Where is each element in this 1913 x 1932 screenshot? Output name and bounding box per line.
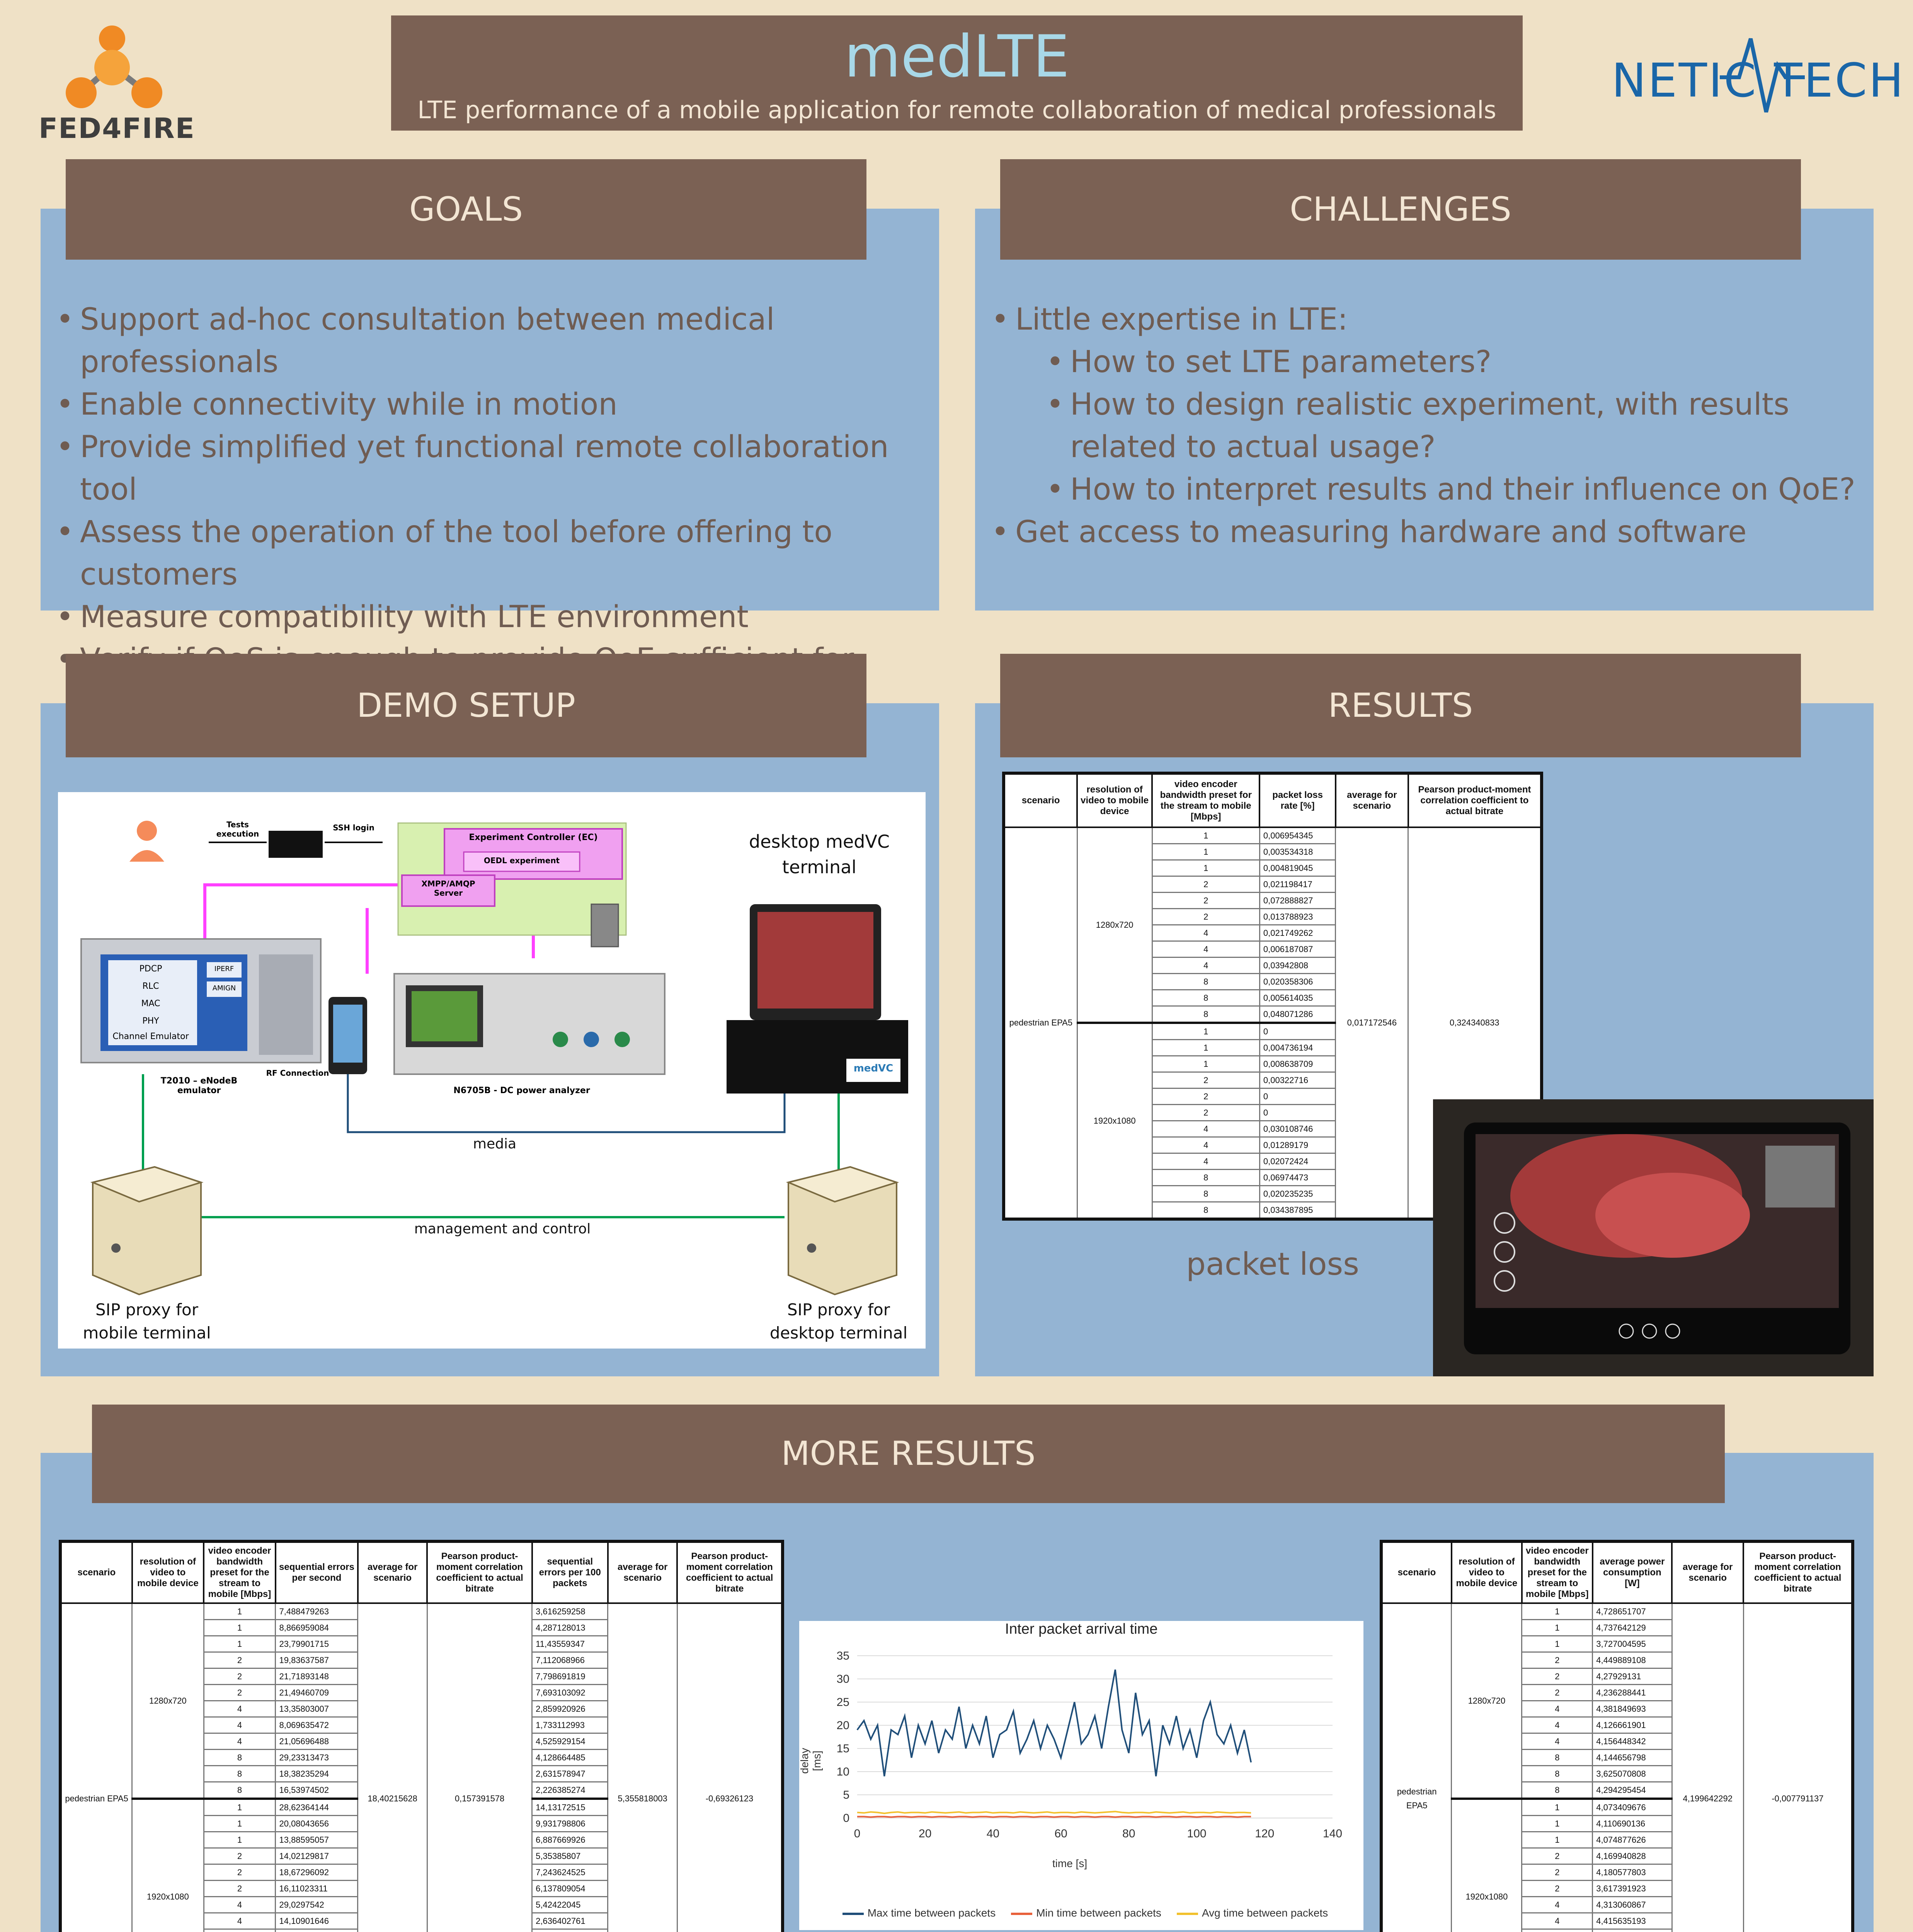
table-cell: 0,020358306 [1259,974,1335,990]
fed4fire-text: FED4FIRE [39,112,195,145]
results-heading: RESULTS [1000,654,1801,757]
table-cell: 1 [1152,860,1259,876]
table-cell: 4,199642292 [1672,1603,1743,1932]
list-item: • Enable connectivity while in motion [56,383,933,426]
table-cell: 0,157391578 [427,1603,532,1932]
table-cell: 16,11023311 [276,1881,358,1897]
page-title: medLTE [844,23,1070,90]
table-cell: 0,072888827 [1259,893,1335,909]
list-item: • Support ad-hoc consultation between medical professionals [56,298,933,383]
media-label: media [473,1136,517,1152]
table-cell: 6,887669926 [532,1832,608,1848]
chart-xlabel: time [s] [1052,1857,1088,1869]
table-cell: 2 [1522,1864,1593,1881]
table-cell: 8 [204,1750,276,1766]
power-table [1380,1540,1854,1932]
col-pearson-100: Pearson product-moment correlation coefficient to actual bitrate [677,1541,783,1603]
sip-proxy-desktop-icon [788,1167,897,1294]
table-cell [1593,1929,1672,1932]
table-cell: 4 [1152,925,1259,941]
table-cell: 4 [1152,957,1259,974]
table-cell: 8 [1152,1186,1259,1202]
table-cell: 14,10901646 [276,1913,358,1929]
table-cell: 0,02072424 [1259,1153,1335,1170]
table-cell: 2 [1152,876,1259,893]
table-cell: 4 [1152,1137,1259,1153]
table-cell: 3,616259258 [532,1603,608,1620]
table-cell: 13,88595057 [276,1832,358,1848]
table-cell: 0,005614035 [1259,990,1335,1006]
table-cell: 4,381849693 [1593,1701,1672,1717]
table-cell: 1 [1152,1056,1259,1072]
list-item: • How to interpret results and their influence on QoE? [1046,468,1861,511]
col-average: average for scenario [1672,1541,1743,1603]
table-cell: 5,35385807 [532,1848,608,1864]
table-cell: 5,355818003 [608,1603,677,1932]
table-cell [204,1929,276,1932]
table-cell: 21,49460709 [276,1685,358,1701]
table-cell: 4,313060867 [1593,1897,1672,1913]
table-cell: 4,110690136 [1593,1816,1672,1832]
table-cell: 29,23313473 [276,1750,358,1766]
table-cell: 8 [1152,1170,1259,1186]
table-cell: 0,030108746 [1259,1121,1335,1137]
server-icon [591,904,618,947]
table-row [60,1603,783,1620]
col-resolution: resolution of video to mobile device [132,1541,204,1603]
list-item: • Little expertise in LTE: [991,298,1861,341]
table-cell: 1 [204,1816,276,1832]
table-cell: 1 [1522,1816,1593,1832]
user-icon [129,821,164,862]
table-cell: 8 [1152,990,1259,1006]
table-cell: 4,180577803 [1593,1864,1672,1881]
challenges-list [991,298,1861,553]
table-cell [276,1929,358,1932]
table-cell: 0 [1259,1105,1335,1121]
table-cell: 2 [204,1848,276,1864]
table-cell: 1 [204,1603,276,1620]
table-cell: 5,42422045 [532,1897,608,1913]
list-item: • Measure compatibility with LTE environment [56,596,933,638]
table-cell: 2 [1522,1652,1593,1668]
title-banner [391,15,1523,131]
legend-item-max: Max time between packets [842,1907,996,1919]
inter-packet-chart [799,1621,1363,1930]
table-cell: 4,415635193 [1593,1913,1672,1929]
series-line [857,1670,1251,1776]
table-cell: 0,004819045 [1259,860,1335,876]
table-cell: 0,021198417 [1259,876,1335,893]
table-cell: 2 [204,1864,276,1881]
table-cell: 4 [204,1701,276,1717]
legend-item-min: Min time between packets [1011,1907,1161,1919]
table-cell: 4,27929131 [1593,1668,1672,1685]
table-cell: 4,287128013 [532,1620,608,1636]
table-cell: 0,034387895 [1259,1202,1335,1219]
n6705-label: N6705B - DC power analyzer [453,1086,590,1095]
t2010-label: T2010 – eNodeB emulator [160,1076,238,1095]
table-cell: 4 [1522,1913,1593,1929]
table-cell: 1280x720 [132,1603,204,1799]
table-cell: pedestrian EPA5 [1381,1603,1452,1932]
series-line [857,1816,1251,1817]
table-cell: 2 [1152,893,1259,909]
col-bandwidth: video encoder bandwidth preset for the stream to mobile [Mbps] [1152,773,1259,827]
table-cell: 18,38235294 [276,1766,358,1782]
table-cell: 16,53974502 [276,1782,358,1799]
list-item: • How to set LTE parameters? [1046,341,1861,383]
inter-packet-chart-svg [799,1621,1363,1930]
table-cell: 4,294295454 [1593,1782,1672,1799]
y-tick-label: 20 [836,1719,849,1732]
table-row [1381,1603,1853,1620]
table-cell: 2 [1522,1848,1593,1864]
fed4fire-logo [39,15,193,147]
chart-ylabel: delay [ms] [798,1748,823,1774]
table-cell: 0,00322716 [1259,1072,1335,1088]
sip-mobile-label: SIP proxy for mobile terminal [83,1300,211,1342]
table-cell: 0,006187087 [1259,941,1335,957]
table-cell: 1 [1522,1603,1593,1620]
netictech-logo [1612,31,1905,124]
table-cell: 2 [1522,1668,1593,1685]
table-cell: 4 [204,1717,276,1733]
col-bandwidth: video encoder bandwidth preset for the stream to mobile [Mbps] [204,1541,276,1603]
stack-phy: PHY [142,1016,159,1026]
table-cell: 2 [204,1668,276,1685]
demo-diagram [58,792,926,1349]
xmpp-label: XMPP/AMQP Server [421,879,475,898]
table-cell: 2 [1152,1088,1259,1105]
table-cell: 23,79901715 [276,1636,358,1652]
table-cell: 0,01289179 [1259,1137,1335,1153]
table-cell: 4 [1152,941,1259,957]
tablet-photo [1433,1099,1874,1376]
table-cell: 0,013788923 [1259,909,1335,925]
x-tick-label: 20 [919,1827,932,1840]
table-cell: 1 [1522,1832,1593,1848]
medvc-brand: medVC [853,1063,894,1074]
y-tick-label: 15 [836,1742,849,1755]
table-cell: -0,69326123 [677,1603,783,1932]
col-resolution: resolution of video to mobile device [1452,1541,1522,1603]
table-cell: 8 [1152,1202,1259,1219]
chart-legend [815,1907,1356,1919]
list-item: • Assess the operation of the tool before offering to customers [56,511,933,596]
table-cell: 18,40215628 [358,1603,427,1932]
col-pearson-sec: Pearson product-moment correlation coefficient to actual bitrate [427,1541,532,1603]
table-cell: 0,003534318 [1259,844,1335,860]
oedl-label: OEDL experiment [483,856,560,865]
table-cell: 4 [1152,1121,1259,1137]
table-cell: 1 [1152,1040,1259,1056]
y-tick-label: 10 [836,1765,849,1778]
table-cell: 0,004736194 [1259,1040,1335,1056]
table-cell: 19,83637587 [276,1652,358,1668]
table-cell: 0,06974473 [1259,1170,1335,1186]
col-loss: packet loss rate [%] [1259,773,1335,827]
table-cell: 2 [1152,1072,1259,1088]
col-pearson: Pearson product-moment correlation coefficient to actual bitrate [1408,773,1542,827]
x-tick-label: 0 [854,1827,861,1840]
table-cell: 13,35803007 [276,1701,358,1717]
table-cell: 1 [204,1620,276,1636]
table-cell: 2 [1152,909,1259,925]
table-cell: 8 [1152,974,1259,990]
table-cell: 4 [1152,1153,1259,1170]
table-cell: 2,859920926 [532,1701,608,1717]
table-cell: 28,62364144 [276,1799,358,1816]
table-cell: 9,931798806 [532,1816,608,1832]
table-cell: 1 [1152,1023,1259,1040]
table-cell [532,1929,608,1932]
table-cell: 8,069635472 [276,1717,358,1733]
tests-execution-label: Tests execution [216,820,259,838]
table-cell: 4,449889108 [1593,1652,1672,1668]
table-cell: 4 [204,1897,276,1913]
table-cell: 2 [204,1685,276,1701]
table-cell: 4,525929154 [532,1733,608,1750]
rf-label: RF Connection [266,1068,329,1078]
col-avg-100: average for scenario [608,1541,677,1603]
list-item: • How to design realistic experiment, with results related to actual usage? [1046,383,1861,468]
table-cell: 1 [204,1636,276,1652]
table-cell: 3,625070808 [1593,1766,1672,1782]
table-cell: 4,728651707 [1593,1603,1672,1620]
goals-heading: GOALS [66,159,866,260]
table-cell: 4,074877626 [1593,1832,1672,1848]
table-cell: 4,169940828 [1593,1848,1672,1864]
stack-pdcp: PDCP [139,964,162,974]
col-pearson: Pearson product-moment correlation coefficient to actual bitrate [1743,1541,1853,1603]
y-tick-label: 35 [836,1650,849,1662]
stack-mac: MAC [141,999,160,1009]
table-cell: 0,324340833 [1408,827,1542,1219]
table-cell: pedestrian EPA5 [1004,827,1077,1219]
table-cell: 7,488479263 [276,1603,358,1620]
table-cell: 1920x1080 [1452,1799,1522,1932]
table-cell: 0 [1259,1023,1335,1040]
x-tick-label: 120 [1255,1827,1275,1840]
table-cell: 0,017172546 [1336,827,1408,1219]
table-cell: 4,737642129 [1593,1620,1672,1636]
col-power: average power consumption [W] [1593,1541,1672,1603]
table-cell: 3,727004595 [1593,1636,1672,1652]
list-item: • Provide simplified yet functional remote collaboration tool [56,426,933,511]
table-cell: 2 [204,1881,276,1897]
table-cell: 4,144656798 [1593,1750,1672,1766]
table-cell: 2 [204,1652,276,1668]
page-subtitle: LTE performance of a mobile application for remote collaboration of medical professionals [417,96,1496,124]
x-tick-label: 40 [986,1827,1000,1840]
x-tick-label: 60 [1054,1827,1067,1840]
netictech-text: NETIC TECH [1612,54,1905,108]
y-tick-label: 25 [836,1696,849,1709]
table-cell: 21,71893148 [276,1668,358,1685]
table-cell: 0 [1259,1088,1335,1105]
table-cell: 2 [1522,1685,1593,1701]
table-cell: 4 [1522,1733,1593,1750]
table-cell: 2,226385274 [532,1782,608,1799]
ssh-login-label: SSH login [333,823,374,832]
table-cell: 1920x1080 [132,1799,204,1932]
table-cell: 1 [204,1832,276,1848]
col-bandwidth: video encoder bandwidth preset for the stream to mobile [Mbps] [1522,1541,1593,1603]
amign-label: AMIGN [212,984,236,992]
table-cell: 8 [1152,1006,1259,1023]
table-cell: 4 [204,1913,276,1929]
list-item: • Get access to measuring hardware and software [991,511,1861,553]
table-cell: 3,617391923 [1593,1881,1672,1897]
table-cell: 14,13172515 [532,1799,608,1816]
col-average: average for scenario [1336,773,1408,827]
table-cell: 4 [1522,1717,1593,1733]
table-cell: 8 [204,1782,276,1799]
table-cell: 2 [1152,1105,1259,1121]
desktop-label: desktop medVC terminal [749,831,890,878]
x-tick-label: 80 [1122,1827,1135,1840]
legend-item-avg: Avg time between packets [1177,1907,1328,1919]
table-cell: 2,636402761 [532,1913,608,1929]
col-resolution: resolution of video to mobile device [1077,773,1152,827]
table-cell: 18,67296092 [276,1864,358,1881]
y-tick-label: 0 [843,1812,849,1825]
table-cell: 1 [1152,844,1259,860]
col-scenario: scenario [1004,773,1077,827]
x-tick-label: 100 [1187,1827,1207,1840]
table-cell: 4,236288441 [1593,1685,1672,1701]
table-cell: 2,631578947 [532,1766,608,1782]
table-cell: 1 [1522,1636,1593,1652]
table-cell: 4,073409676 [1593,1799,1672,1816]
table-cell: 4 [204,1733,276,1750]
chart-title: Inter packet arrival time [1005,1621,1158,1637]
table-cell: 8 [1522,1766,1593,1782]
table-cell: 4 [1522,1897,1593,1913]
table-cell: 7,243624525 [532,1864,608,1881]
table-cell: 1280x720 [1452,1603,1522,1799]
table-cell: 4 [1522,1701,1593,1717]
table-cell: 1 [1152,827,1259,844]
col-scenario: scenario [1381,1541,1452,1603]
table-cell: 0,008638709 [1259,1056,1335,1072]
table-cell: 0,03942808 [1259,957,1335,974]
packet-loss-caption: packet loss [1186,1246,1359,1282]
table-cell: 1280x720 [1077,827,1152,1023]
table-cell: 1,733112993 [532,1717,608,1733]
table-cell: 11,43559347 [532,1636,608,1652]
table-cell: 0,006954345 [1259,827,1335,844]
iperf-label: IPERF [214,965,234,973]
col-seq-100: sequential errors per 100 packets [532,1541,608,1603]
table-cell: 7,798691819 [532,1668,608,1685]
series-line [857,1811,1251,1813]
col-avg-sec: average for scenario [358,1541,427,1603]
table-cell: 4,156448342 [1593,1733,1672,1750]
table-cell: 7,112068966 [532,1652,608,1668]
table-cell: 6,137809054 [532,1881,608,1897]
table-cell: 1 [1522,1620,1593,1636]
table-cell: 0,020235235 [1259,1186,1335,1202]
table-cell: 4,126661901 [1593,1717,1672,1733]
ec-label: Experiment Controller (EC) [469,833,598,842]
console-box [269,831,323,858]
table-cell: 1920x1080 [1077,1023,1152,1219]
demo-heading: DEMO SETUP [66,654,866,757]
mgmt-label: management and control [414,1221,591,1237]
y-tick-label: 30 [836,1673,849,1685]
table-cell: 29,0297542 [276,1897,358,1913]
sequential-errors-table [59,1540,784,1932]
table-cell: 20,08043656 [276,1816,358,1832]
table-cell [1522,1929,1593,1932]
sip-proxy-mobile-icon [93,1167,201,1294]
x-tick-label: 140 [1322,1827,1343,1840]
table-cell: pedestrian EPA5 [60,1603,132,1932]
table-cell: 1 [1522,1799,1593,1816]
table-cell: 7,693103092 [532,1685,608,1701]
more-results-heading: MORE RESULTS [92,1405,1725,1503]
table-cell: 8,866959084 [276,1620,358,1636]
table-cell: 21,05696488 [276,1733,358,1750]
col-scenario: scenario [60,1541,132,1603]
col-seq-sec: sequential errors per second [276,1541,358,1603]
table-cell: 8 [1522,1750,1593,1766]
table-cell: 8 [204,1766,276,1782]
table-cell: -0,007791137 [1743,1603,1853,1932]
y-tick-label: 5 [843,1789,849,1801]
table-cell: 1 [204,1799,276,1816]
table-cell: 2 [1522,1881,1593,1897]
table-cell: 0,048071286 [1259,1006,1335,1023]
table-cell: 14,02129817 [276,1848,358,1864]
sip-desktop-label: SIP proxy for desktop terminal [769,1300,908,1342]
stack-channel: Channel Emulator [112,1032,189,1041]
stack-rlc: RLC [142,981,159,991]
table-row [1004,827,1542,844]
table-cell: 0,021749262 [1259,925,1335,941]
table-cell: 8 [1522,1782,1593,1799]
challenges-heading: CHALLENGES [1000,159,1801,260]
table-cell: 4,128664485 [532,1750,608,1766]
